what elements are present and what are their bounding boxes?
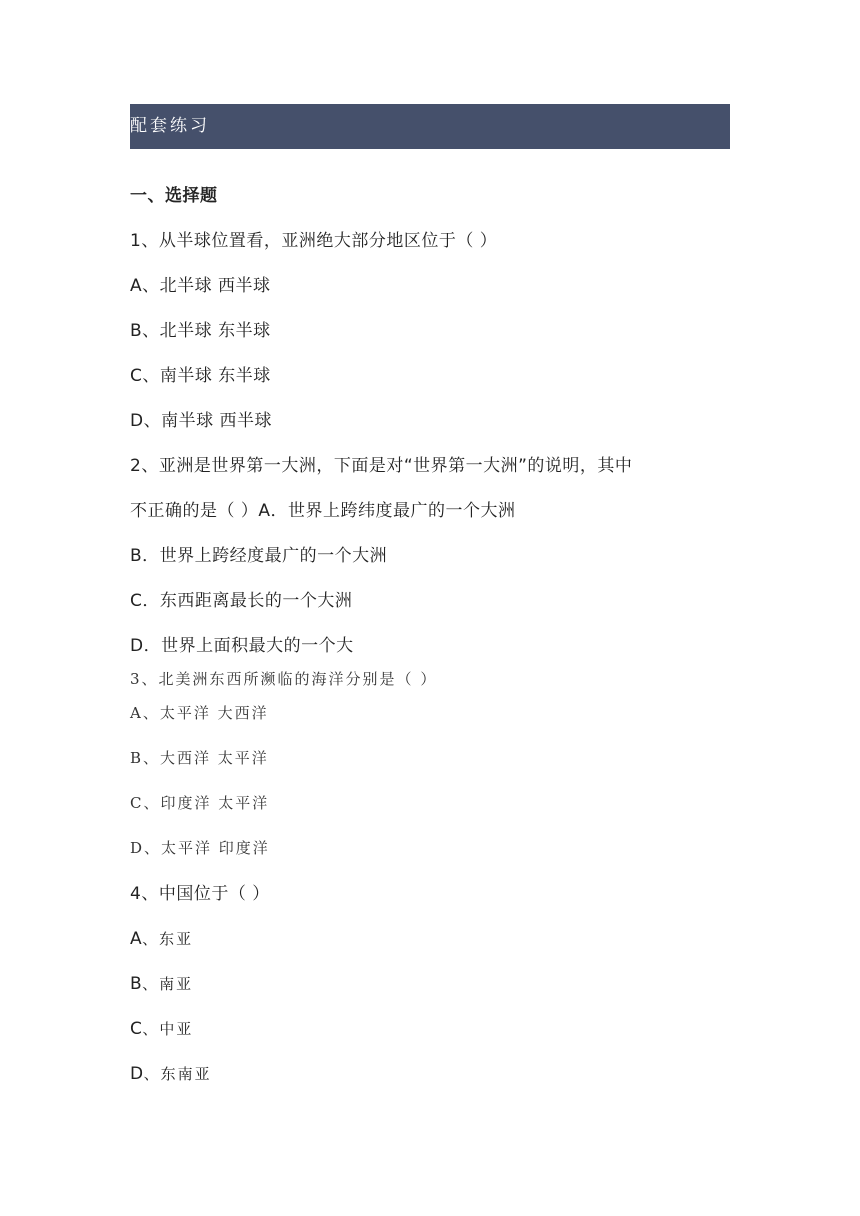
- question-3-option-d: D、太平洋 印度洋: [130, 839, 270, 857]
- banner-title: 配套练习: [130, 116, 210, 136]
- question-2-option-c: C．东西距离最长的一个大洲: [130, 591, 353, 611]
- question-2-option-d: D．世界上面积最大的一个大: [130, 636, 354, 656]
- question-2-stem-line-2: 不正确的是（ ）A．世界上跨纬度最广的一个大洲: [130, 501, 516, 521]
- option-text: 、中亚: [142, 1020, 194, 1038]
- question-4-option-a: [130, 929, 193, 949]
- question-4-option-c: [130, 1019, 193, 1039]
- question-4-option-d: [130, 1064, 212, 1084]
- section-heading: 一、选择题: [130, 186, 218, 206]
- question-4-option-b: [130, 974, 193, 994]
- question-1-stem: 1、从半球位置看，亚洲绝大部分地区位于（ ）: [130, 231, 498, 251]
- section-banner: [130, 104, 730, 149]
- question-1-option-a: A、北半球 西半球: [130, 276, 271, 296]
- option-text: 、东亚: [142, 930, 194, 948]
- option-text: 、南亚: [142, 975, 194, 993]
- option-letter: C: [130, 1019, 143, 1039]
- option-letter: B: [130, 974, 143, 994]
- option-text: 、东南亚: [143, 1065, 212, 1083]
- question-3-option-b: B、大西洋 太平洋: [130, 749, 269, 767]
- question-4-stem: 4、中国位于（ ）: [130, 884, 270, 904]
- question-1-option-c: C、南半球 东半球: [130, 366, 271, 386]
- question-2-stem-line-1: 2、亚洲是世界第一大洲，下面是对“世界第一大洲”的说明，其中: [130, 456, 633, 476]
- question-3-stem: 3、北美洲东西所濒临的海洋分别是（ ）: [130, 670, 438, 688]
- question-3-option-a: A、太平洋 大西洋: [130, 704, 269, 722]
- option-letter: D: [130, 1064, 144, 1084]
- question-3-option-c: C、印度洋 太平洋: [130, 794, 270, 812]
- question-1-option-b: B、北半球 东半球: [130, 321, 271, 341]
- option-letter: A: [130, 929, 143, 949]
- question-2-option-b: B．世界上跨经度最广的一个大洲: [130, 546, 388, 566]
- question-1-option-d: D、南半球 西半球: [130, 411, 272, 431]
